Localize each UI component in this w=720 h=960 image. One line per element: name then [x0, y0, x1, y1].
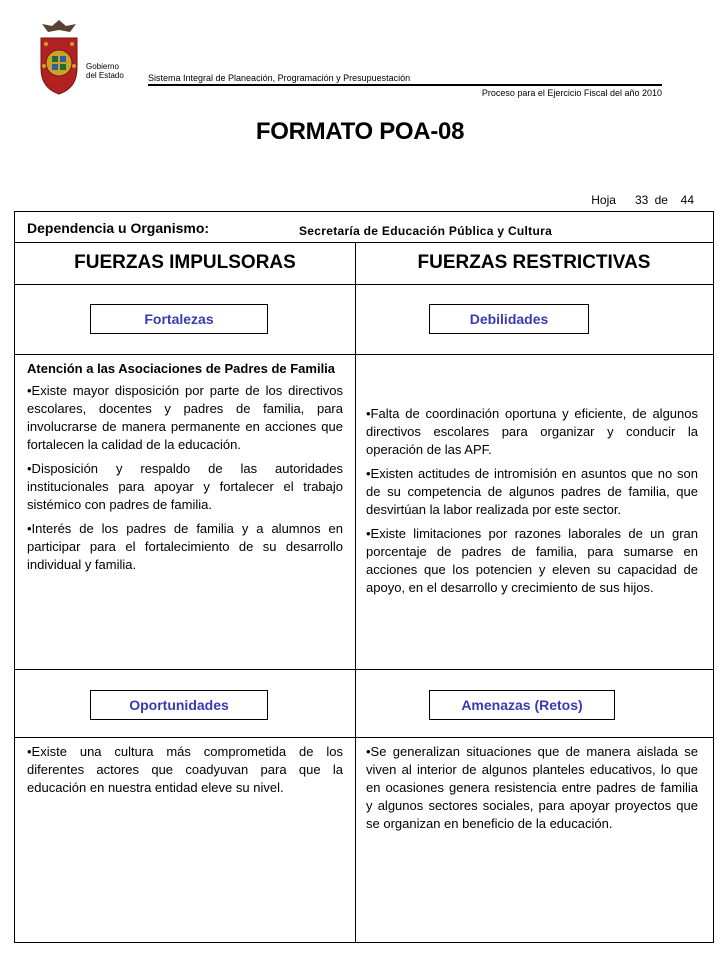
- header-driving-forces: FUERZAS IMPULSORAS: [15, 242, 356, 284]
- page-title: FORMATO POA-08: [255, 118, 465, 145]
- state-seal-logo: [36, 18, 82, 96]
- strength-item: •Interés de los padres de familia y a alumnos en participar para el fortalecimiento de su desarrollo individual y familia.: [27, 521, 343, 572]
- threat-item: •Se generalizan situaciones que de manera aislada se viven al interior de algunos planteles educativos, lo que en ocasiones genera resistencia entre padres de familia y algunos sectores sociales, para apoyar proyectos que se organizan en beneficio de la educación.: [366, 744, 698, 831]
- column-headers: [15, 242, 713, 285]
- process-year: Proceso para el Ejercicio Fiscal del año 2010: [481, 88, 662, 98]
- poa-form: [14, 211, 714, 943]
- sheet-number: Hoja 33 de 44: [591, 193, 694, 207]
- weakness-item: •Falta de coordinación oportuna y eficiente, de algunos directivos escolares para organizar y conducir la operación de las APF.: [366, 406, 698, 457]
- strengths-cell: [27, 360, 343, 580]
- threats-label: Amenazas (Retos): [429, 690, 615, 720]
- weakness-item: •Existen actitudes de intromisión en asuntos que no son de su competencia de algunos padres de familia, que desvirtúan la labor realizada por este sector.: [366, 466, 698, 517]
- dependency-row: [15, 212, 713, 243]
- strength-item: •Disposición y respaldo de las autoridades institucionales para apoyar y fortalecer el trabajo sistémico con padres de familia.: [27, 461, 343, 512]
- strengths-label: Fortalezas: [90, 304, 268, 334]
- header-restraining-forces: FUERZAS RESTRICTIVAS: [417, 252, 651, 273]
- opportunity-item: •Existe una cultura más comprometida de los diferentes actores que coadyuvan para que la educación en nuestra entidad eleve su nivel.: [27, 744, 343, 795]
- strengths-section-title: Atención a las Asociaciones de Padres de Familia: [27, 361, 336, 376]
- dependency-value: Secretaría de Educación Pública y Cultura: [299, 224, 553, 238]
- header-rule: [148, 84, 662, 86]
- weaknesses-label: Debilidades: [429, 304, 589, 334]
- gov-line-1: Gobierno: [86, 62, 119, 71]
- dependency-label: Dependencia u Organismo:: [27, 220, 210, 236]
- government-label: [86, 62, 124, 80]
- strength-item: •Existe mayor disposición por parte de los directivos escolares, docentes y padres de familia, para involucrarse de manera permanente en acciones que fortalecen la calidad de la educación.: [27, 383, 343, 452]
- row-divider-1: [15, 354, 713, 355]
- weakness-item: •Existe limitaciones por razones laborales de un gran porcentaje de padres de familia, para sumarse en acciones que los potencien y eleven su capacidad de apoyo, en el desarrollo y crecimiento de sus hijos.: [366, 526, 698, 595]
- column-divider: [355, 284, 356, 943]
- opportunities-label: Oportunidades: [90, 690, 268, 720]
- row-divider-2: [15, 669, 713, 670]
- gov-line-2: del Estado: [86, 71, 124, 80]
- weaknesses-cell: [366, 405, 698, 603]
- row-divider-3: [15, 737, 713, 738]
- opportunities-cell: [27, 743, 343, 803]
- threats-cell: [366, 743, 698, 839]
- system-name: Sistema Integral de Planeación, Programación y Presupuestación: [148, 73, 411, 83]
